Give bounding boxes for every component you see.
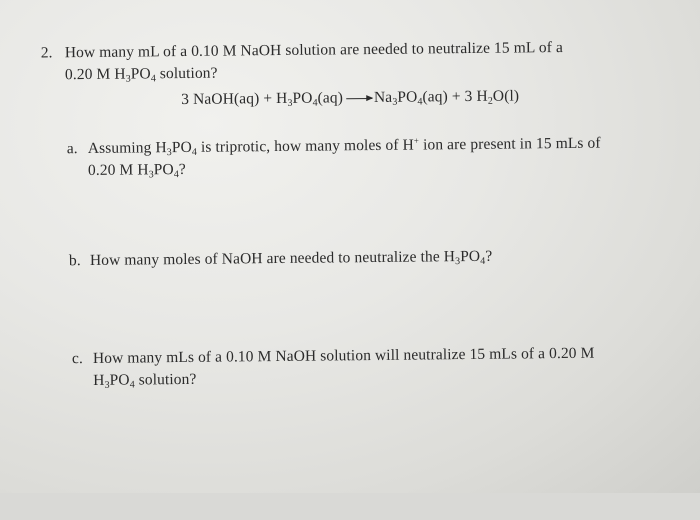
eq-sub: 3 [392, 96, 398, 108]
pa-text: ? [178, 160, 186, 179]
reaction-arrow-icon [346, 98, 372, 99]
pa-sub: 4 [173, 169, 179, 181]
pa-sub: 3 [148, 169, 154, 181]
part-b-letter: b. [68, 252, 81, 270]
q-sub: 4 [150, 73, 156, 85]
eq-text: O(l) [492, 87, 520, 105]
eq-text: (aq) [317, 89, 344, 107]
pc-sub: 3 [104, 379, 110, 391]
pa-sup: + [413, 135, 420, 146]
q-text: PO [130, 65, 151, 83]
part-c-label [72, 350, 83, 368]
pa-sub: 4 [191, 146, 198, 158]
pc-text: solution? [134, 370, 197, 389]
eq-text: (aq) + 3 H [422, 87, 488, 106]
question-number-label: 2. [40, 44, 53, 62]
eq-text: Na [373, 88, 393, 106]
part-c-letter: c. [71, 350, 84, 368]
part-a-label [67, 140, 78, 158]
part-c-line-2 [93, 371, 196, 390]
eq-sub: 4 [312, 97, 318, 109]
eq-sub: 4 [417, 96, 423, 108]
part-a-line-2 [88, 161, 186, 180]
pa-text: 0.20 M H [87, 161, 149, 179]
part-a-line-1 [88, 135, 601, 158]
part-a-letter: a. [66, 140, 78, 158]
question-text-1: How many mL of a 0.10 M NaOH solution are needed to neutralize 15 mL of a [64, 39, 563, 62]
part-b-line [90, 248, 493, 270]
pc-text: H [93, 371, 105, 389]
question-line-1 [65, 39, 563, 62]
eq-text: 3 NaOH(aq) + H [181, 89, 288, 109]
pb-sub: 3 [455, 256, 461, 268]
question-number [41, 44, 53, 62]
pb-text: How many moles of NaOH are needed to neutralize the H [89, 248, 456, 269]
eq-text: PO [397, 88, 418, 106]
pa-text: PO [171, 138, 192, 157]
eq-sub: 2 [487, 95, 493, 107]
question-line-2 [65, 65, 218, 85]
pb-text: PO [460, 247, 481, 266]
q-sub: 3 [125, 73, 131, 85]
pb-sub: 4 [480, 255, 486, 267]
balanced-equation [181, 87, 519, 109]
pa-text: PO [153, 161, 174, 179]
pb-text: ? [485, 247, 493, 265]
eq-text: PO [292, 89, 313, 107]
part-b-label [69, 252, 81, 270]
q-text: solution? [155, 64, 218, 83]
eq-sub: 3 [287, 97, 293, 109]
pa-text: Assuming H [87, 139, 167, 157]
pc-text: How many mLs of a 0.10 M NaOH solution will neutralize 15 mLs of a 0.20 M [92, 344, 595, 367]
pa-text: ion are present in 15 mLs of [418, 134, 601, 154]
pc-text: PO [109, 371, 130, 389]
part-c-line-1 [93, 345, 595, 368]
pc-sub: 4 [129, 379, 135, 391]
pa-text: is triprotic, how many moles of H [196, 136, 414, 156]
pa-sub: 3 [166, 147, 172, 159]
q-text: 0.20 M H [64, 65, 126, 84]
